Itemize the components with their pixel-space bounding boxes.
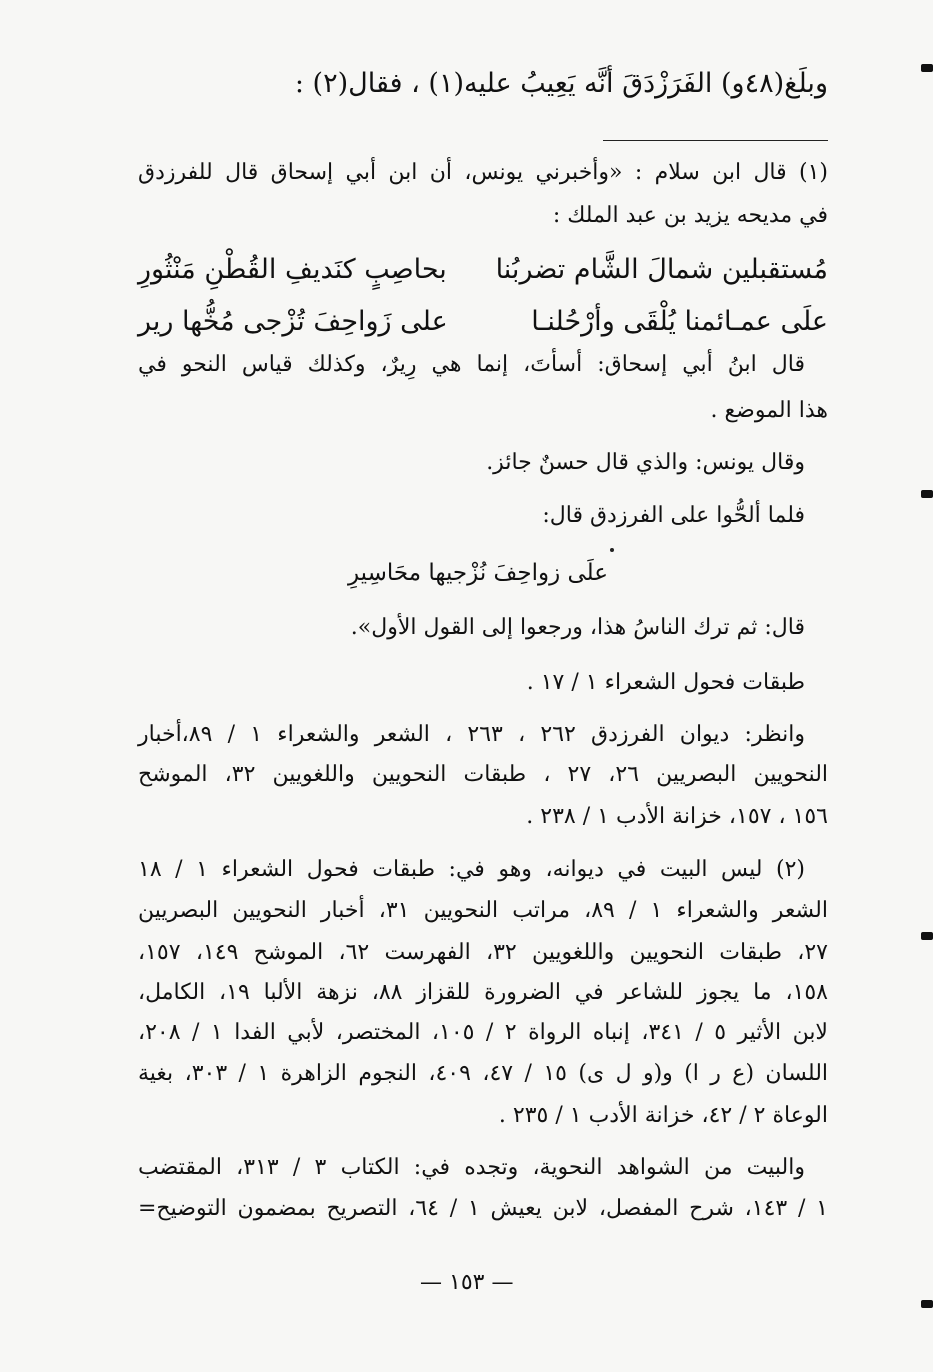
footnote-1-verse-quote: علَى زواحِفَ نُزْجيها محَاسِيرِ bbox=[347, 560, 608, 586]
footnote-1-line-4: هذا الموضع . bbox=[710, 398, 828, 423]
footnote-separator bbox=[603, 140, 828, 141]
footnote-2-line-9: ١ / ١٤٣، شرح المفصل، لابن يعيش ١ / ٦٤، التصريح بمضمون التوضيح= bbox=[138, 1196, 828, 1221]
main-text-line: وبلَغ(٤٨و) الفَرَزْدَقَ أنَّه يَعِيبُ عليه(١) ، فقال(٢) : bbox=[294, 68, 828, 99]
verse-1-second-hemistich: بحاصِبٍ كنَديفِ القُطْنِ مَنْثُورِ bbox=[138, 254, 447, 285]
footnote-1-line-8: قال: ثم ترك الناسُ هذا، ورجعوا إلى القول الأول». bbox=[350, 615, 805, 640]
page-number: — ١٥٣ — bbox=[420, 1270, 514, 1295]
footnote-2-line-6: اللسان (ع ر ا) و(و ل ى) ١٥ / ٤٧، ٤٠٩، النجوم الزاهرة ١ / ٣٠٣، بغية bbox=[138, 1061, 829, 1086]
footnote-1-line-6: فلما ألحُّوا على الفرزدق قال: bbox=[542, 503, 805, 528]
footnote-1-line-2: في مديحه يزيد بن عبد الملك : bbox=[552, 203, 828, 228]
verse-2-first-hemistich: علَى عمـائمنا يُلْقَى وأرْحُلنـا bbox=[531, 306, 828, 337]
footnote-1-line-9: طبقات فحول الشعراء ١ / ١٧ . bbox=[526, 670, 805, 695]
footnote-2-line-2: الشعر والشعراء ١ / ٨٩، مراتب النحويين ٣١، أخبار النحويين البصريين bbox=[138, 898, 829, 923]
scan-edge-mark bbox=[921, 490, 933, 498]
footnote-2-line-1: (٢) ليس البيت في ديوانه، وهو في: طبقات فحول الشعراء ١ / ١٨ bbox=[138, 857, 805, 882]
footnote-1-line-5: وقال يونس: والذي قال حسنٌ جائز. bbox=[486, 450, 805, 475]
verse-1-first-hemistich: مُستقبلين شمالَ الشَّام تضربُنا bbox=[495, 254, 828, 285]
footnote-2-line-4: ١٥٨، ما يجوز للشاعر في الضرورة للقزاز ٨٨، نزهة الألبا ١٩، الكامل، bbox=[138, 980, 828, 1005]
footnote-2-line-8: والبيت من الشواهد النحوية، وتجده في: الكتاب ٣ / ٣١٣، المقتضب bbox=[138, 1155, 806, 1180]
scan-edge-mark bbox=[921, 64, 933, 72]
footnote-1-line-3: قال ابنُ أبي إسحاق: أسأتَ، إنما هي رِيرٌ، وكذلك قياس النحو في bbox=[138, 352, 805, 377]
footnote-1-line-10: وانظر: ديوان الفرزدق ٢٦٢ ، ٢٦٣ ، الشعر والشعراء ١ / ٨٩،أخبار bbox=[138, 722, 805, 747]
verse-2-second-hemistich: على زَواحِفَ تُزْجى مُخُّها رير bbox=[138, 306, 448, 337]
footnote-1-line-11: النحويين البصريين ٢٦، ٢٧ ، طبقات النحويين واللغويين ٣٢، الموشح bbox=[138, 762, 829, 787]
footnote-2-line-7: الوعاة ٢ / ٤٢، خزانة الأدب ١ / ٢٣٥ . bbox=[498, 1103, 828, 1128]
ink-dot bbox=[610, 548, 614, 552]
footnote-1-line-1: (١) قال ابن سلام : «وأخبرني يونس، أن ابن أبي إسحاق قال للفرزدق bbox=[138, 160, 828, 185]
footnote-2-line-3: ٢٧، طبقات النحويين واللغويين ٣٢، الفهرست ٦٢، الموشح ١٤٩، ١٥٧، bbox=[138, 940, 828, 965]
footnote-2-line-5: لابن الأثير ٥ / ٣٤١، إنباه الرواة ٢ / ١٠٥، المختصر، لأبي الفدا ١ / ٢٠٨، bbox=[138, 1020, 828, 1045]
scan-edge-mark bbox=[921, 932, 933, 940]
scan-edge-mark bbox=[921, 1300, 933, 1308]
footnote-1-line-12: ١٥٦ ، ١٥٧، خزانة الأدب ١ / ٢٣٨ . bbox=[526, 804, 828, 829]
